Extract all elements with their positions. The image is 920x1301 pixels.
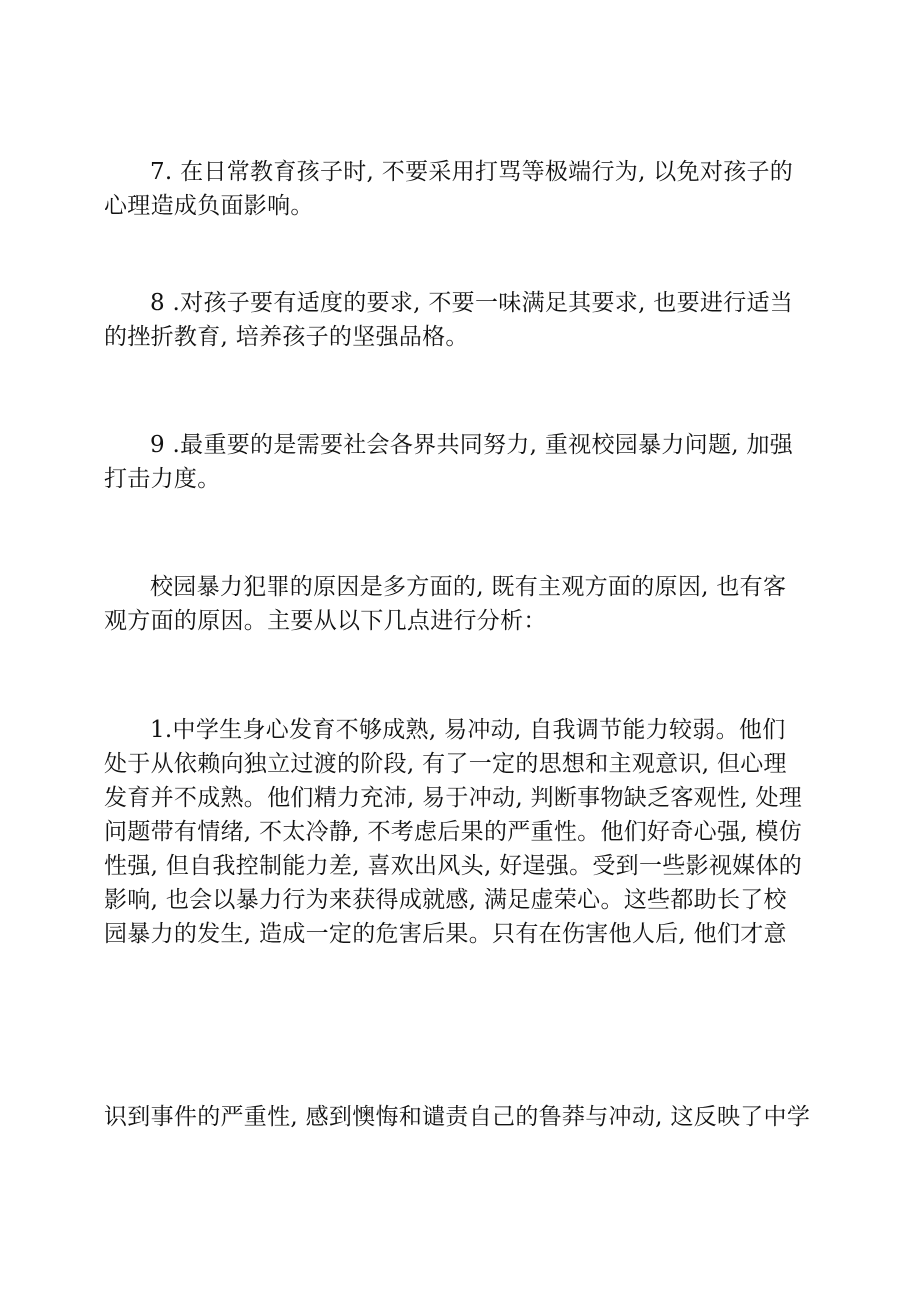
paragraph-item-9: 9 .最重要的是需要社会各界共同努力, 重视校园暴力问题, 加强打击力度。 [104, 432, 794, 492]
paragraph-item-7: 7. 在日常教育孩子时, 不要采用打骂等极端行为, 以免对孩子的心理造成负面影响。 [104, 159, 794, 219]
paragraph-item-8: 8 .对孩子要有适度的要求, 不要一味满足其要求, 也要进行适当的挫折教育, 培养孩子的坚强品格。 [104, 290, 794, 350]
paragraph-continuation: 识到事件的严重性, 感到懊悔和谴责自己的鲁莽与冲动, 这反映了中学 [104, 1104, 811, 1130]
paragraph-cause-1: 1.中学生身心发育不够成熟, 易冲动, 自我调节能力较弱。他们处于从依赖向独立过渡的阶段, 有了一定的思想和主观意识, 但心理发育并不成熟。他们精力充沛, 易于冲动, 判断事物缺乏客观性, 处理问题带有情绪, 不太冷静, 不考虑后果的严重性。他们好奇心强, 模仿性强, 但自我控制能力差, 喜欢出风头, 好逞强。受到一些影视媒体的影响, 也会以暴力行为来获得成就感, 满足虚荣心。这些都助长了校园暴力的发生, 造成一定的危害后果。只有在伤害他人后, 他们才意 [104, 717, 803, 947]
paragraph-causes-intro: 校园暴力犯罪的原因是多方面的, 既有主观方面的原因, 也有客观方面的原因。主要从以下几点进行分析： [104, 574, 787, 634]
